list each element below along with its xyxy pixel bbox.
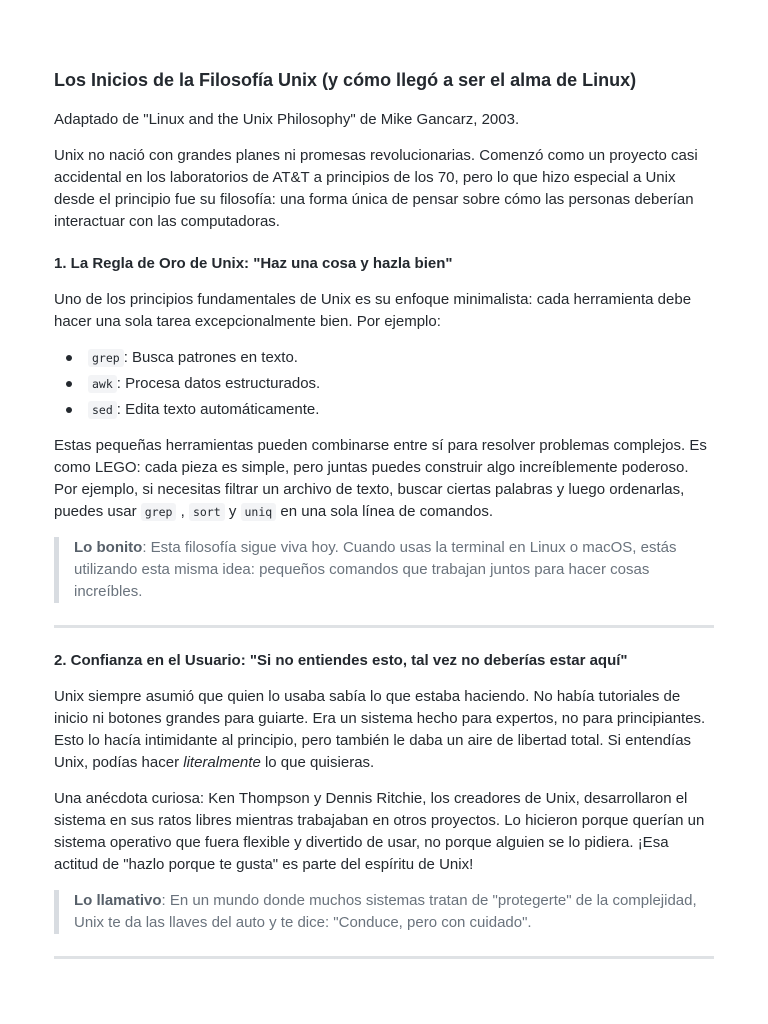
paragraph-text: Estas pequeñas herramientas pueden combinarse entre sí para resolver problemas complejos. Es como LEGO: cada pieza es simple, pero juntas puedes construir algo increíblemente poderoso. Por ejemplo, si necesitas filtrar un archivo de texto, buscar ciertas palabras y luego ordenarlas, puedes usar xyxy=(54,437,707,520)
callout-label: Lo bonito xyxy=(74,539,143,556)
section2-heading: 2. Confianza en el Usuario: "Si no entiendes esto, tal vez no deberías estar aquí" xyxy=(54,652,628,669)
article xyxy=(54,0,714,959)
paragraph-text: en una sola línea de comandos. xyxy=(276,503,494,520)
emphasis-text: literalmente xyxy=(183,754,261,771)
code-uniq-inline: uniq xyxy=(241,503,277,521)
bullet-icon xyxy=(66,407,72,413)
paragraph-text: Unix siempre asumió que quien lo usaba sabía lo que estaba haciendo. No había tutoriales de inicio ni botones grandes para guiarte. Era un sistema hecho para expertos, no para principiantes. Esto lo hacía intimidante al principio, pero también le daba un aire de libertad total. Si entendías Unix, podías hacer xyxy=(54,688,706,771)
divider xyxy=(54,956,714,959)
list-item-text: : Procesa datos estructurados. xyxy=(116,375,321,392)
section2-paragraph-2: Una anécdota curiosa: Ken Thompson y Dennis Ritchie, los creadores de Unix, desarrollaron el sistema en sus ratos libres mientras trabajaban en otros proyectos. Lo hicieron porque querían un sistema operativo que fuera flexible y divertido de usar, no porque alguien se lo pidiera. ¡Esa actitud de "hazlo porque te gusta" es parte del espíritu de Unix! xyxy=(54,790,705,873)
list-item-text: : Busca patrones en texto. xyxy=(123,349,298,366)
tools-list xyxy=(54,347,714,421)
section2-paragraph-1 xyxy=(54,686,714,774)
section2 xyxy=(54,650,714,959)
section1-heading: 1. La Regla de Oro de Unix: "Haz una cosa y hazla bien" xyxy=(54,255,453,272)
code-sort-inline: sort xyxy=(189,503,225,521)
section1-paragraph-2 xyxy=(54,435,714,523)
code-sed: sed xyxy=(88,401,117,419)
callout-body: : En un mundo donde muchos sistemas tratan de "protegerte" de la complejidad, Unix te da las llaves del auto y te dice: "Conduce, pero con cuidado". xyxy=(74,892,697,931)
callout-body: : Esta filosofía sigue viva hoy. Cuando usas la terminal en Linux o macOS, estás utilizando esta misma idea: pequeños comandos que trabajan juntos para hacer cosas increíbles. xyxy=(74,539,677,600)
intro-paragraph: Unix no nació con grandes planes ni promesas revolucionarias. Comenzó como un proyecto casi accidental en los laboratorios de AT&T a principios de los 70, pero lo que hizo especial a Unix desde el principio fue su filosofía: una forma única de pensar sobre cómo las personas deberían interactuar con las computadoras. xyxy=(54,147,698,230)
separator-text: y xyxy=(224,503,241,520)
page-title: Los Inicios de la Filosofía Unix (y cómo llegó a ser el alma de Linux) xyxy=(54,70,637,90)
list-item-text: : Edita texto automáticamente. xyxy=(116,401,320,418)
code-grep: grep xyxy=(88,349,124,367)
list-item xyxy=(88,399,714,421)
divider xyxy=(54,625,714,628)
bullet-icon xyxy=(66,381,72,387)
bullet-icon xyxy=(66,355,72,361)
callout-label: Lo llamativo xyxy=(74,892,162,909)
code-grep-inline: grep xyxy=(141,503,177,521)
callout-text xyxy=(74,537,714,603)
paragraph-text: lo que quisieras. xyxy=(260,754,375,771)
section1-paragraph-1: Uno de los principios fundamentales de Unix es su enfoque minimalista: cada herramienta debe hacer una sola tarea excepcionalmente bien. Por ejemplo: xyxy=(54,291,692,330)
separator-text: , xyxy=(176,503,189,520)
list-item xyxy=(88,373,714,395)
callout-lo-bonito xyxy=(54,537,714,603)
list-item xyxy=(88,347,714,369)
code-awk: awk xyxy=(88,375,117,393)
callout-text xyxy=(74,890,714,934)
source-note: Adaptado de "Linux and the Unix Philosophy" de Mike Gancarz, 2003. xyxy=(54,111,520,128)
callout-lo-llamativo xyxy=(54,890,714,934)
